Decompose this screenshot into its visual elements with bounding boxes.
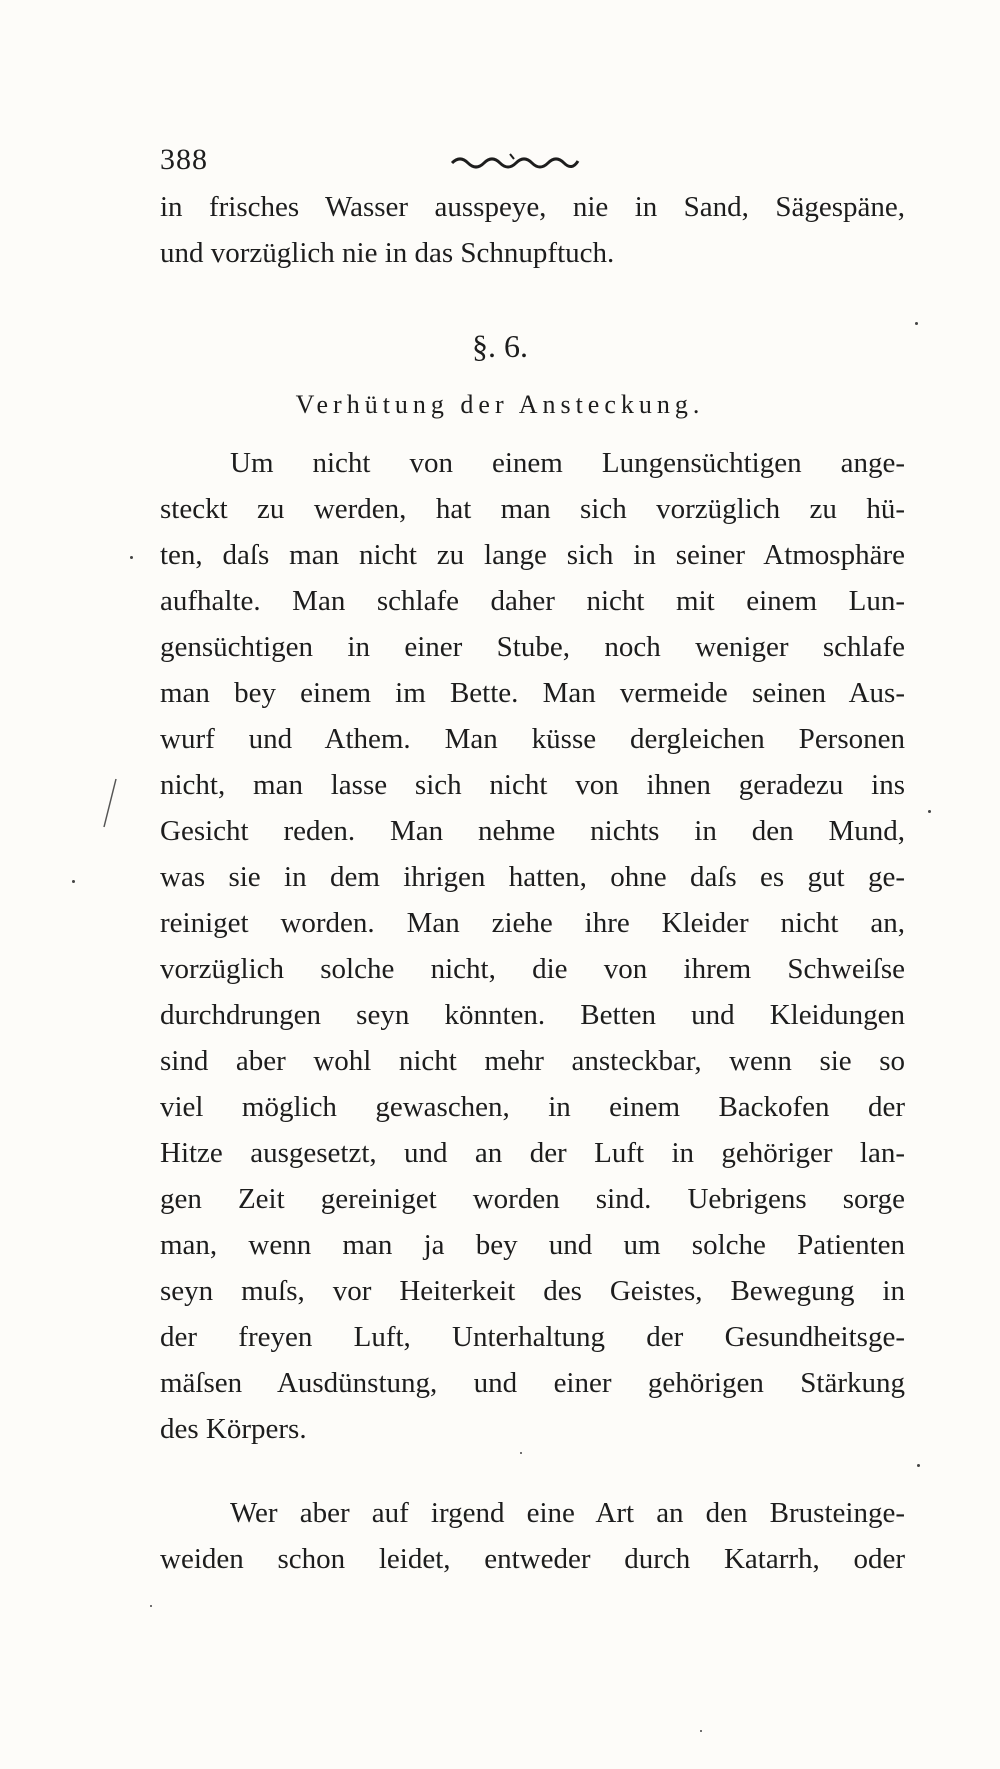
text-line: in frisches Wasser ausspeye, nie in Sand, Sägespäne, bbox=[160, 191, 905, 223]
paragraph-1 bbox=[160, 440, 905, 1452]
text-line: reiniget worden. Man ziehe ihre Kleider nicht an, bbox=[160, 907, 905, 939]
section-title: Verhütung der Ansteckung. bbox=[295, 390, 705, 419]
opening-text bbox=[160, 184, 905, 276]
paragraph-2 bbox=[160, 1490, 905, 1582]
text-line: nicht, man lasse sich nicht von ihnen geradezu ins bbox=[160, 769, 905, 801]
text-line: steckt zu werden, hat man sich vorzüglich zu hü- bbox=[160, 493, 905, 525]
text-line: weiden schon leidet, entweder durch Katarrh, oder bbox=[160, 1543, 905, 1575]
text-line: ten, daſs man nicht zu lange sich in seiner Atmosphäre bbox=[160, 539, 905, 571]
text-line: man, wenn man ja bey und um solche Patienten bbox=[160, 1229, 905, 1261]
text-line: und vorzüglich nie in das Schnupftuch. bbox=[160, 237, 615, 269]
text-line: Wer aber auf irgend eine Art an den Brusteinge- bbox=[230, 1497, 905, 1529]
text-line: was sie in dem ihrigen hatten, ohne daſs es gut ge- bbox=[160, 861, 905, 893]
text-line: mäſsen Ausdünstung, und einer gehörigen Stärkung bbox=[160, 1367, 905, 1399]
text-line: sind aber wohl nicht mehr ansteckbar, wenn sie so bbox=[160, 1045, 905, 1077]
header-ornament-icon bbox=[450, 151, 580, 171]
text-line: Hitze ausgesetzt, und an der Luft in gehöriger lan- bbox=[160, 1137, 905, 1169]
section-number: §. 6. bbox=[472, 328, 528, 364]
text-line: der freyen Luft, Unterhaltung der Gesundheitsge- bbox=[160, 1321, 905, 1353]
text-line: gensüchtigen in einer Stube, noch weniger schlafe bbox=[160, 631, 905, 663]
text-line: Um nicht von einem Lungensüchtigen ange- bbox=[230, 447, 905, 479]
text-line: wurf und Athem. Man küsse dergleichen Personen bbox=[160, 723, 905, 755]
text-line: durchdrungen seyn könnten. Betten und Kleidungen bbox=[160, 999, 905, 1031]
text-line: des Körpers. bbox=[160, 1413, 307, 1445]
margin-stroke-icon bbox=[100, 775, 120, 835]
text-line: seyn muſs, vor Heiterkeit des Geistes, Bewegung in bbox=[160, 1275, 905, 1307]
page-header bbox=[160, 143, 910, 183]
text-line: Gesicht reden. Man nehme nichts in den Mund, bbox=[160, 815, 905, 847]
text-line: aufhalte. Man schlafe daher nicht mit einem Lun- bbox=[160, 585, 905, 617]
text-line: vorzüglich solche nicht, die von ihrem Schweiſse bbox=[160, 953, 905, 985]
text-line: man bey einem im Bette. Man vermeide seinen Aus- bbox=[160, 677, 905, 709]
text-line: viel möglich gewaschen, in einem Backofen der bbox=[160, 1091, 905, 1123]
text-line: gen Zeit gereiniget worden sind. Uebrigens sorge bbox=[160, 1183, 905, 1215]
page-number: 388 bbox=[160, 143, 208, 176]
